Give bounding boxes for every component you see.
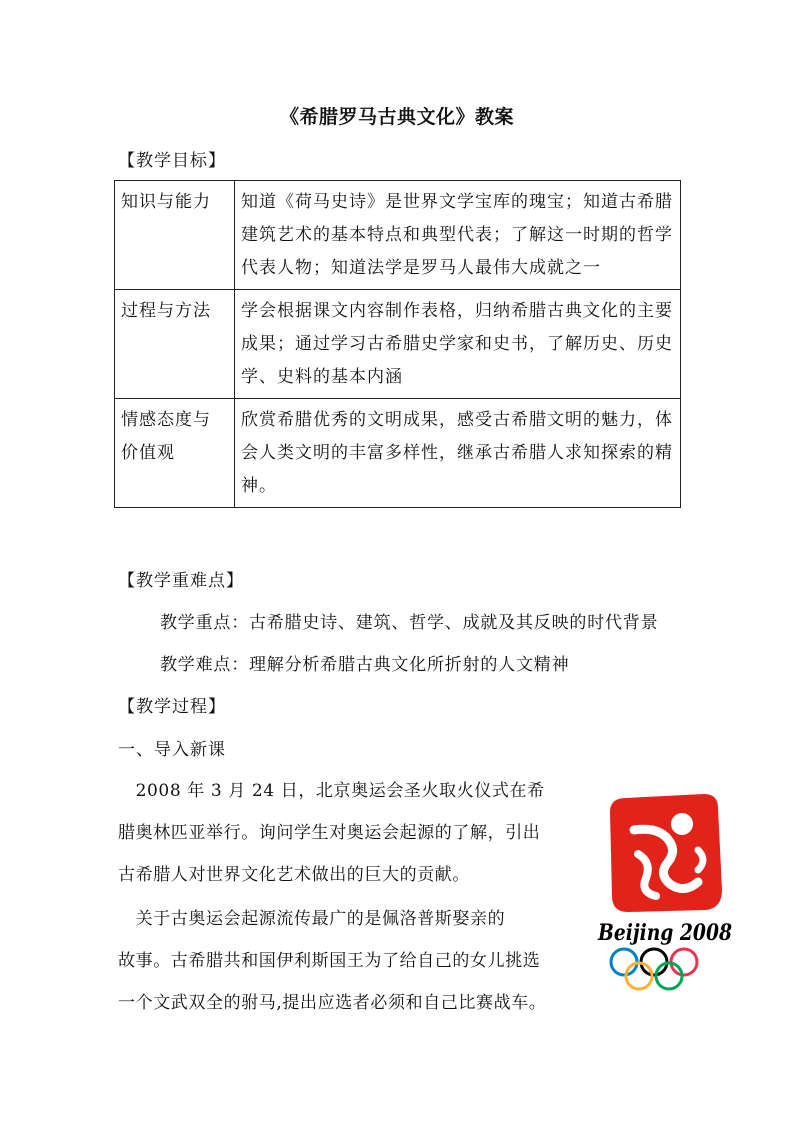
beijing-2008-logo xyxy=(598,790,732,1000)
teaching-difficulty: 教学难点：理解分析希腊古典文化所折射的人文精神 xyxy=(160,655,570,675)
teaching-focus: 教学重点：古希腊史诗、建筑、哲学、成就及其反映的时代背景 xyxy=(160,613,659,633)
objectives-table xyxy=(114,180,681,508)
objective-content: 学会根据课文内容制作表格，归纳希腊古典文化的主要成果；通过学习古希腊史学家和史书，了解历史、历史学、史料的基本内涵 xyxy=(235,290,681,399)
key-points-heading: 【教学重难点】 xyxy=(118,571,244,591)
figure-head xyxy=(671,813,693,835)
objective-label: 知识与能力 xyxy=(115,181,235,290)
emblem-seal xyxy=(610,794,722,912)
table-row xyxy=(115,290,681,399)
paragraph-line: 古希腊人对世界文化艺术做出的巨大的贡献。 xyxy=(118,865,470,885)
table-row xyxy=(115,181,681,290)
objective-label: 情感态度与价值观 xyxy=(115,399,235,508)
olympic-rings xyxy=(611,949,697,989)
logo-wordmark: Beijing 2008 xyxy=(597,920,732,946)
objective-label: 过程与方法 xyxy=(115,290,235,399)
paragraph-line: 一个文武双全的驸马,提出应选者必须和自己比赛战车。 xyxy=(118,993,547,1013)
paragraph-line: 2008 年 3 月 24 日，北京奥运会圣火取火仪式在希 xyxy=(118,781,545,801)
objective-content: 欣赏希腊优秀的文明成果，感受古希腊文明的魅力，体会人类文明的丰富多样性，继承古希腊人求知探索的精神。 xyxy=(235,399,681,508)
step-title: 一、导入新课 xyxy=(118,740,226,760)
page-title: 《希腊罗马古典文化》教案 xyxy=(279,106,514,128)
table-row xyxy=(115,399,681,508)
paragraph-line: 腊奥林匹亚举行。询问学生对奥运会起源的了解，引出 xyxy=(118,823,541,843)
objectives-heading: 【教学目标】 xyxy=(118,151,226,171)
paragraph-line: 故事。古希腊共和国伊利斯国王为了给自己的女儿挑选 xyxy=(118,951,541,971)
process-heading: 【教学过程】 xyxy=(118,697,226,717)
paragraph-line: 关于古奥运会起源流传最广的是佩洛普斯娶亲的 xyxy=(118,909,506,929)
objective-content: 知道《荷马史诗》是世界文学宝库的瑰宝；知道古希腊建筑艺术的基本特点和典型代表；了解这一时期的哲学代表人物；知道法学是罗马人最伟大成就之一 xyxy=(235,181,681,290)
